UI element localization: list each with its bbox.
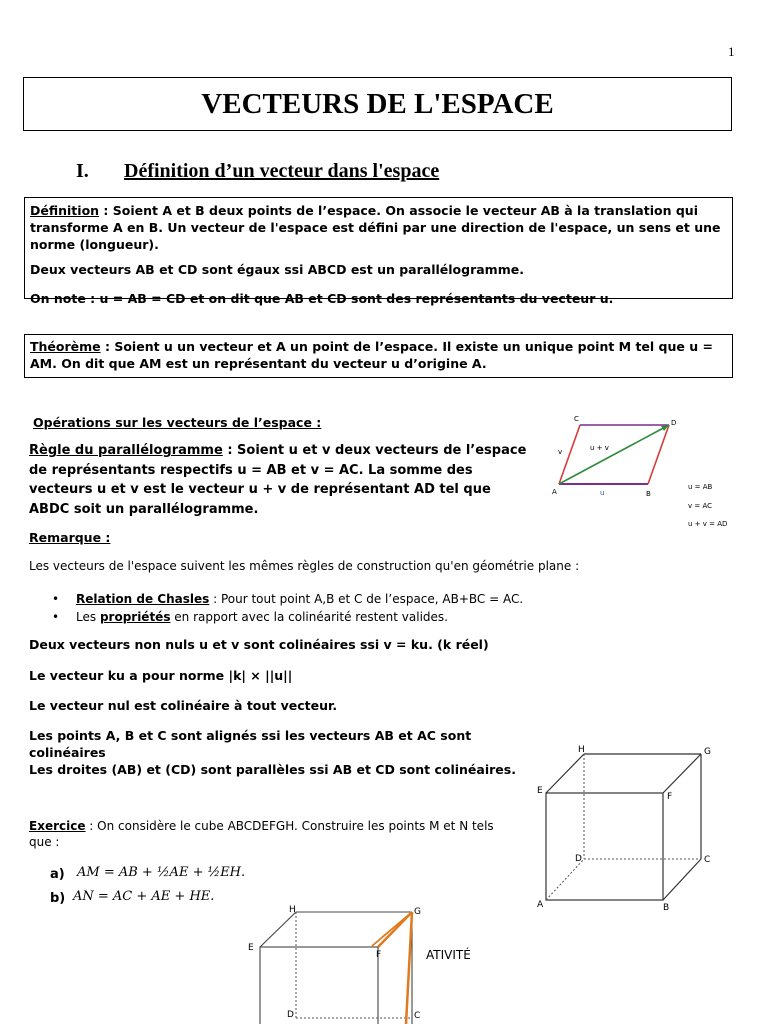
item-b: AN = AC + AE + HE. bbox=[73, 889, 215, 904]
label-C: C bbox=[574, 415, 579, 423]
sol-label-F: F bbox=[376, 950, 382, 960]
definition-text-2: Deux vecteurs AB et CD sont égaux ssi ABCD est un parallélogramme. bbox=[30, 262, 524, 277]
exercise-body: : On considère le cube ABCDEFGH. Construire les points M et N tels que : bbox=[29, 819, 494, 849]
label-v: v bbox=[558, 448, 563, 456]
definition-text-3: On note : u = AB = CD et on dit que AB et CD sont des représentants du vecteur u. bbox=[30, 291, 614, 306]
sol-label-H: H bbox=[289, 905, 296, 915]
definition-box bbox=[24, 197, 733, 306]
item-a: AM = AB + ½AE + ½EH. bbox=[77, 865, 246, 880]
definition-label: Définition bbox=[30, 203, 100, 218]
sol-label-G: G bbox=[414, 907, 421, 917]
overlap-text: ATIVITÉ bbox=[426, 948, 471, 962]
parallelogram-diagram bbox=[540, 412, 740, 532]
cube-label-F: F bbox=[667, 792, 673, 802]
aligned-line: Les points A, B et C sont alignés ssi les vecteurs AB et AC sont colinéaires bbox=[29, 728, 472, 760]
bullet-1-text bbox=[76, 591, 636, 607]
sol-label-C: C bbox=[414, 1011, 421, 1021]
cube-solution-diagram bbox=[244, 900, 444, 1024]
operations-heading: Opérations sur les vecteurs de l’espace : bbox=[33, 415, 322, 430]
cube-label-E: E bbox=[537, 786, 543, 796]
bullet-2-text bbox=[76, 609, 636, 625]
null-vector-line: Le vecteur nul est colinéaire à tout vecteur. bbox=[29, 698, 338, 713]
bullet2-prefix: Les bbox=[76, 610, 100, 624]
page-number: 1 bbox=[728, 44, 735, 59]
label-sum: u + v bbox=[590, 444, 609, 452]
bullet-1: • bbox=[52, 592, 60, 606]
title-box bbox=[23, 77, 732, 131]
item-b-label: b) bbox=[50, 891, 66, 906]
vector-sum-line bbox=[559, 425, 669, 484]
properties-label: propriétés bbox=[99, 610, 171, 624]
theorem-label: Théorème bbox=[30, 339, 101, 354]
orange-vector-3 bbox=[372, 912, 412, 946]
bullet-2: • bbox=[52, 610, 60, 624]
remark-label: Remarque : bbox=[29, 530, 111, 545]
chasles-label: Relation de Chasles bbox=[76, 592, 210, 606]
parallel-line: Les droites (AB) et (CD) sont parallèles ssi AB et CD sont colinéaires. bbox=[29, 762, 516, 777]
norm-line: Le vecteur ku a pour norme |k| × ||u|| bbox=[29, 668, 293, 683]
cube-label-A: A bbox=[537, 900, 544, 910]
cube-label-G: G bbox=[704, 747, 711, 757]
section-number: I. bbox=[76, 160, 89, 182]
relation-2: v = AC bbox=[688, 502, 713, 510]
rule-text: : Soient u et v deux vecteurs de l’espace de représentants respectifs u = AB et v = AC. La somme des vecteurs u et v est le vecteur u + v de représentant AD tel que ABDC soit un parallélogramme. bbox=[29, 443, 527, 517]
theorem-text: : Soient u un vecteur et A un point de l’espace. Il existe un unique point M tel que u = AM. On dit que AM est un représentant du vecteur u d’origine A. bbox=[30, 339, 713, 371]
label-B: B bbox=[646, 490, 651, 498]
cube-label-D: D bbox=[575, 854, 582, 864]
definition-text-1: : Soient A et B deux points de l’espace. On associe le vecteur AB à la translation qui transforme A en B. Un vecteur de l'espace est défini par une direction de l'espace, un sens et une norme (longueur). bbox=[30, 203, 721, 252]
rule-label: Règle du parallélogramme bbox=[29, 443, 223, 458]
orange-vector-2 bbox=[406, 912, 412, 1024]
cube-diagram bbox=[534, 742, 724, 912]
exercise-label: Exercice bbox=[29, 819, 86, 833]
cube-label-B: B bbox=[663, 903, 670, 912]
item-a-label: a) bbox=[50, 867, 65, 882]
label-u: u bbox=[600, 489, 605, 497]
label-A: A bbox=[552, 488, 557, 496]
cube-label-H: H bbox=[578, 745, 585, 755]
bullet2-text: en rapport avec la colinéarité restent valides. bbox=[170, 610, 448, 624]
relation-3: u + v = AD bbox=[688, 520, 728, 528]
section-heading: Définition d’un vecteur dans l'espace bbox=[124, 160, 440, 182]
parallelogram-rule bbox=[29, 441, 534, 519]
label-D: D bbox=[671, 419, 677, 427]
sol-label-E: E bbox=[248, 943, 254, 953]
sol-label-D: D bbox=[287, 1010, 294, 1020]
page-title: VECTEURS DE L'ESPACE bbox=[201, 88, 554, 120]
chasles-text: : Pour tout point A,B et C de l’espace, AB+BC = AC. bbox=[209, 592, 524, 606]
theorem-box bbox=[24, 334, 733, 378]
colinear-line: Deux vecteurs non nuls u et v sont colinéaires ssi v = ku. (k réel) bbox=[29, 637, 489, 652]
cube-label-C: C bbox=[704, 855, 711, 865]
remark-text: Les vecteurs de l'espace suivent les mêmes règles de construction qu'en géométrie plane : bbox=[29, 559, 580, 573]
exercise-text bbox=[29, 818, 519, 850]
relation-1: u = AB bbox=[688, 483, 713, 491]
cube-front-face bbox=[546, 793, 663, 900]
